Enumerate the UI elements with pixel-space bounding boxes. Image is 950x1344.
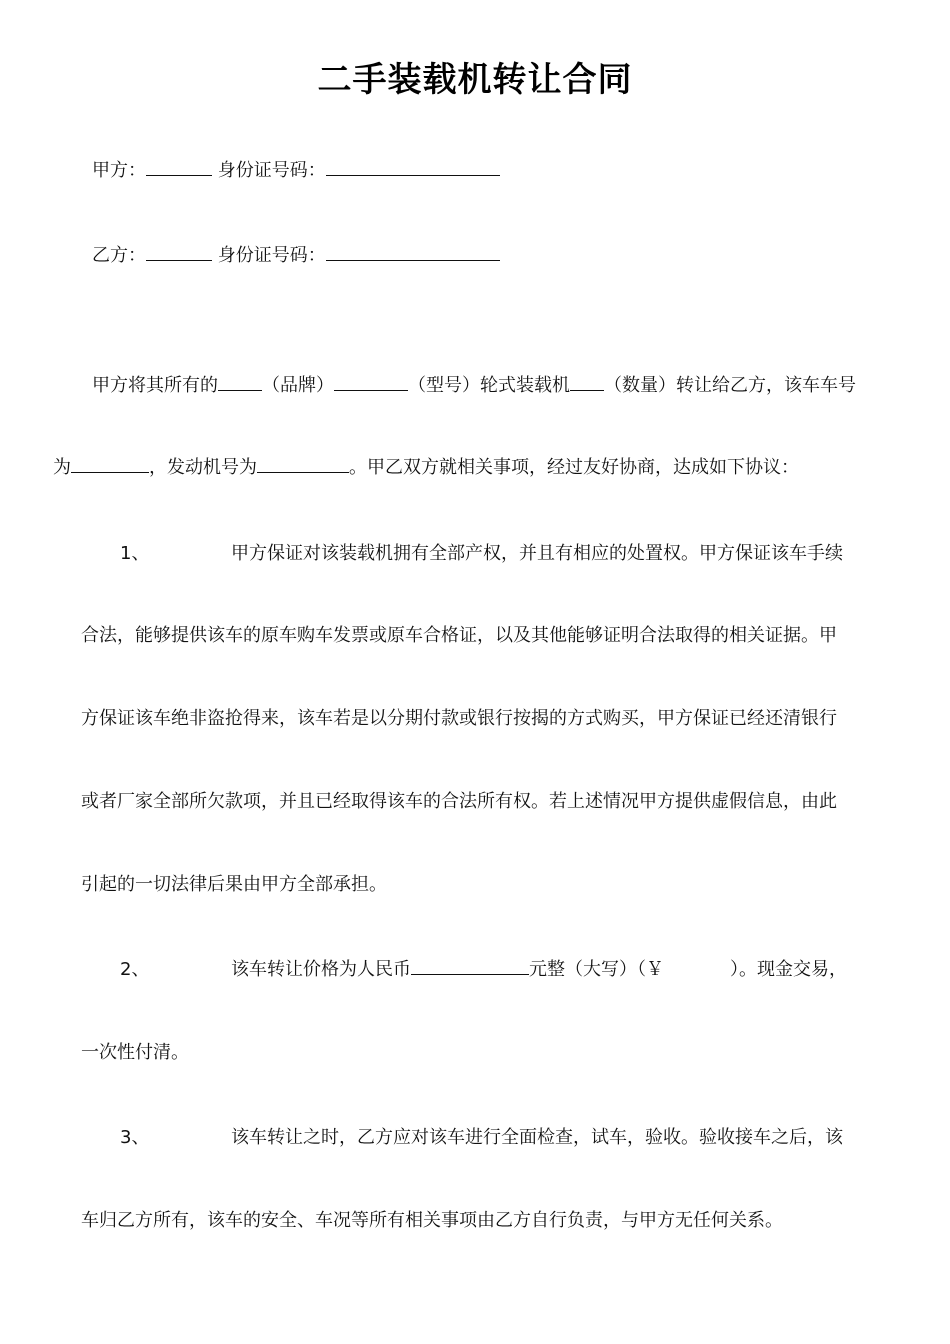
price-blank — [411, 957, 529, 975]
intro-seg7: 。甲乙双方就相关事项，经过友好协商，达成如下协议： — [349, 457, 799, 478]
price-label: 该车转让价格为人民币 — [231, 959, 411, 980]
party-b-label: 乙方： — [92, 245, 146, 266]
party-a-name-blank — [146, 158, 212, 176]
party-b-id-label: 身份证号码： — [217, 245, 326, 266]
engine-number-blank — [257, 455, 349, 473]
party-b-line — [92, 243, 500, 269]
clause-1-line-2: 合法，能够提供该车的原车购车发票或原车合格证，以及其他能够证明合法取得的相关证据。甲 — [81, 625, 837, 646]
party-a-id-blank — [326, 158, 500, 176]
price-uppercase-label: 元整（大写）（￥ — [529, 959, 664, 980]
intro-line-1 — [92, 373, 856, 399]
clause-1-line-5: 引起的一切法律后果由甲方全部承担。 — [81, 874, 387, 895]
party-a-id-label: 身份证号码： — [217, 160, 326, 181]
clause-2-line-2: 一次性付清。 — [81, 1042, 189, 1063]
intro-seg5: 为 — [53, 457, 71, 478]
clause-2-number: 2、 — [120, 959, 150, 980]
party-b-id-blank — [326, 243, 500, 261]
vehicle-number-blank — [71, 455, 149, 473]
clause-1-line-3: 方保证该车绝非盗抢得来，该车若是以分期付款或银行按揭的方式购买，甲方保证已经还清银行 — [81, 708, 837, 729]
brand-blank — [218, 373, 262, 391]
clause-2-line-1 — [231, 957, 847, 983]
clause-3-line-1: 该车转让之时，乙方应对该车进行全面检查，试车，验收。验收接车之后，该 — [231, 1127, 843, 1148]
price-closing-text: ）。现金交易， — [730, 959, 847, 980]
party-a-label: 甲方： — [92, 160, 146, 181]
clause-3-line-2: 车归乙方所有，该车的安全、车况等所有相关事项由乙方自行负责，与甲方无任何关系。 — [81, 1210, 783, 1231]
clause-3-number: 3、 — [120, 1127, 150, 1148]
intro-seg1: 甲方将其所有的 — [92, 375, 218, 396]
clause-1-line-4: 或者厂家全部所欠款项，并且已经取得该车的合法所有权。若上述情况甲方提供虚假信息，由此 — [81, 791, 837, 812]
document-title: 二手装载机转让合同 — [317, 60, 633, 100]
intro-seg2: （品牌） — [262, 375, 334, 396]
intro-seg4: （数量）转让给乙方，该车车号 — [604, 375, 856, 396]
model-blank — [334, 373, 408, 391]
party-a-line — [92, 158, 500, 184]
clause-1-line-1: 甲方保证对该装载机拥有全部产权，并且有相应的处置权。甲方保证该车手续 — [231, 543, 843, 564]
quantity-blank — [570, 373, 604, 391]
clause-1-number: 1、 — [120, 543, 150, 564]
intro-line-2 — [53, 455, 799, 481]
party-b-name-blank — [146, 243, 212, 261]
intro-seg6: ，发动机号为 — [149, 457, 257, 478]
intro-seg3: （型号）轮式装载机 — [408, 375, 570, 396]
